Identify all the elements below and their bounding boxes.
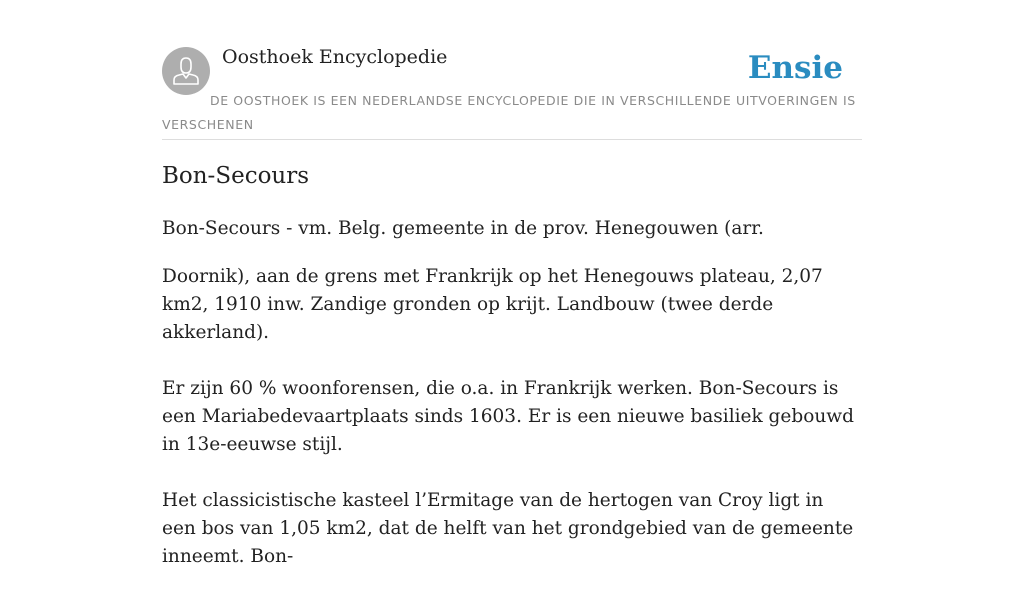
article-paragraph: Doornik), aan de grens met Frankrijk op het Henegouws plateau, 2,07 km2, 1910 inw. Zandige gronden op krijt. Landbouw (twee derde akkerland). — [162, 266, 823, 343]
user-icon[interactable] — [162, 47, 210, 95]
article-body — [162, 263, 862, 599]
article-paragraph: Het classicistische kasteel l’Ermitage van de hertogen van Croy ligt in een bos van 1,05 km2, dat de helft van het grondgebied van de gemeente inneemt. Bon- — [162, 490, 854, 567]
header-divider — [162, 139, 862, 140]
brand-logo[interactable]: Ensie — [747, 50, 843, 86]
page-title: Bon-Secours — [162, 163, 310, 189]
article-lead: Bon-Secours - vm. Belg. gemeente in de prov. Henegouwen (arr. — [162, 218, 764, 239]
site-description: DE OOSTHOEK IS EEN NEDERLANDSE ENCYCLOPEDIE DIE IN VERSCHILLENDE UITVOERINGEN IS VERSCHENEN — [162, 93, 856, 132]
article-paragraph: Er zijn 60 % woonforensen, die o.a. in Frankrijk werken. Bon-Secours is een Mariabedevaartplaats sinds 1603. Er is een nieuwe basiliek gebouwd in 13e-eeuwse stijl. — [162, 378, 854, 455]
site-name-link[interactable]: Oosthoek Encyclopedie — [222, 46, 448, 68]
